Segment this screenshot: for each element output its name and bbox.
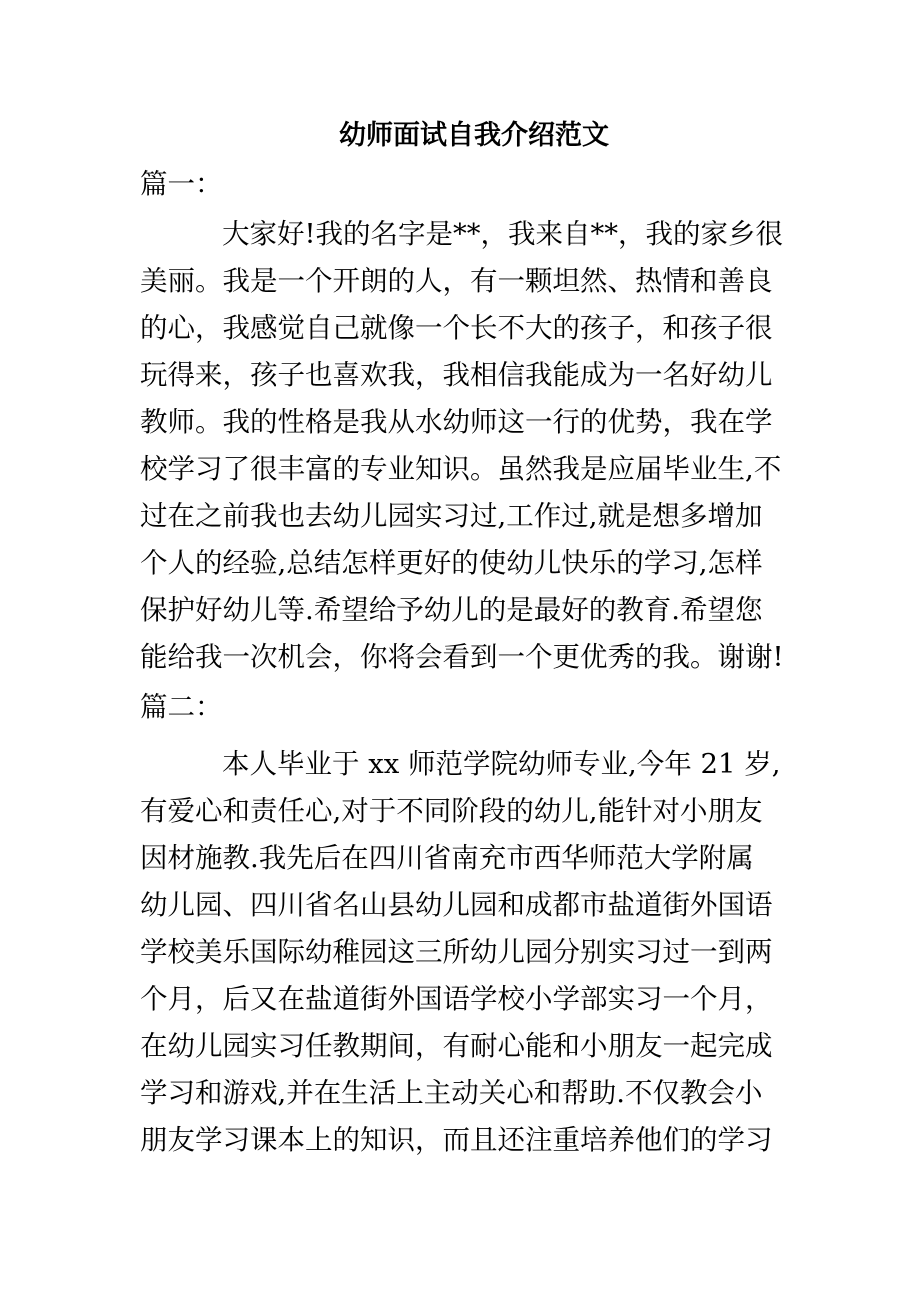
paragraph-line: 学校美乐国际幼稚园这三所幼儿园分别实习过一到两 [140, 936, 773, 968]
paragraph-line: 在幼儿园实习任教期间，有耐心能和小朋友一起完成 [140, 1030, 773, 1062]
paragraph-line: 能给我一次机会，你将会看到一个更优秀的我。谢谢! [140, 641, 784, 673]
paragraph-line: 朋友学习课本上的知识，而且还注重培养他们的学习 [140, 1124, 773, 1156]
paragraph-line: 教师。我的性格是我从水幼师这一行的优势，我在学 [140, 406, 773, 438]
paragraph-line: 因材施教.我先后在四川省南充市西华师范大学附属 [140, 842, 754, 874]
section-heading: 篇二： [140, 691, 223, 723]
paragraph-line: 校学习了很丰富的专业知识。虽然我是应届毕业生,不 [140, 453, 782, 485]
paragraph-line: 学习和游戏,并在生活上主动关心和帮助.不仅教会小 [140, 1077, 763, 1109]
paragraph-line: 美丽。我是一个开朗的人，有一颗坦然、热情和善良 [140, 265, 773, 297]
paragraph-line: 的心，我感觉自己就像一个长不大的孩子，和孩子很 [140, 312, 773, 344]
paragraph-line: 个月，后又在盐道街外国语学校小学部实习一个月， [140, 983, 773, 1015]
paragraph-line: 有爱心和责任心,对于不同阶段的幼儿,能针对小朋友 [140, 795, 763, 827]
paragraph-line: 幼儿园、四川省名山县幼儿园和成都市盐道街外国语 [140, 889, 773, 921]
paragraph-line: 玩得来，孩子也喜欢我，我相信我能成为一名好幼儿 [140, 359, 773, 391]
paragraph-line: 大家好!我的名字是**，我来自**，我的家乡很 [222, 218, 784, 250]
document-title: 幼师面试自我介绍范文 [339, 120, 609, 151]
paragraph-line: 保护好幼儿等.希望给予幼儿的是最好的教育.希望您 [140, 594, 763, 626]
paragraph-line: 本人毕业于 xx 师范学院幼师专业,今年 21 岁, [222, 748, 781, 780]
paragraph-line: 过在之前我也去幼儿园实习过,工作过,就是想多增加 [140, 500, 763, 532]
section-heading: 篇一： [140, 168, 223, 200]
paragraph-line: 个人的经验,总结怎样更好的使幼儿快乐的学习,怎样 [140, 547, 763, 579]
